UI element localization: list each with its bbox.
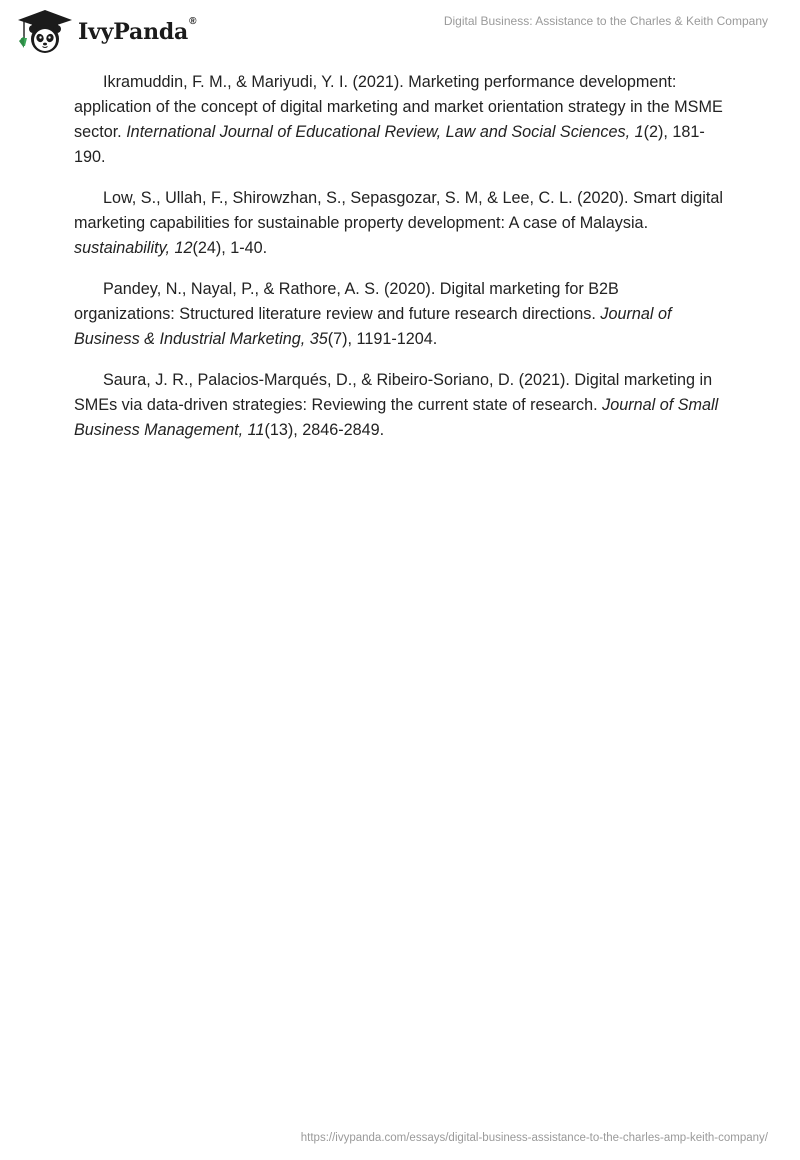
reference-citation: Ikramuddin, F. M., & Mariyudi, Y. I. (2021). Marketing performance development: application of the concept of digital marketing and market orientation strategy in the MSME sector. [74,73,723,141]
reference-journal: International Journal of Educational Review, Law and Social Sciences, 1 [126,123,644,141]
reference-entry [74,277,724,352]
reference-entry [74,186,724,261]
reference-journal: sustainability, 12 [74,239,193,257]
reference-citation: Pandey, N., Nayal, P., & Rathore, A. S. (2020). Digital marketing for B2B organizations: Structured literature review and future research directions. [74,280,619,323]
registered-mark: ® [189,16,197,27]
ivypanda-logo[interactable] [14,8,196,54]
panda-graduate-icon [14,8,76,54]
reference-entry [74,368,724,443]
document-title: Digital Business: Assistance to the Charles & Keith Company [443,14,768,28]
reference-list [74,70,724,459]
page-header [0,0,800,60]
reference-entry [74,70,724,170]
reference-issue-pages: (13), 2846-2849. [264,421,385,439]
logo-text: IvyPanda [78,19,189,45]
logo-wordmark [78,16,197,45]
reference-issue-pages: (2), 181-190. [74,123,705,166]
reference-issue-pages: (7), 1191-1204. [327,330,438,348]
source-url-link[interactable]: https://ivypanda.com/essays/digital-business-assistance-to-the-charles-amp-keith-company/ [300,1132,768,1144]
reference-journal: Journal of Business & Industrial Marketing, 35 [74,305,672,348]
reference-issue-pages: (24), 1-40. [192,239,268,257]
reference-citation: Low, S., Ullah, F., Shirowzhan, S., Sepasgozar, S. M, & Lee, C. L. (2020). Smart digital marketing capabilities for sustainable property development: A case of Malaysia. [74,189,723,232]
reference-citation: Saura, J. R., Palacios-Marqués, D., & Ribeiro-Soriano, D. (2021). Digital marketing in SMEs via data-driven strategies: Reviewing the current state of research. [74,371,713,414]
reference-journal: Journal of Small Business Management, 11 [74,396,719,439]
